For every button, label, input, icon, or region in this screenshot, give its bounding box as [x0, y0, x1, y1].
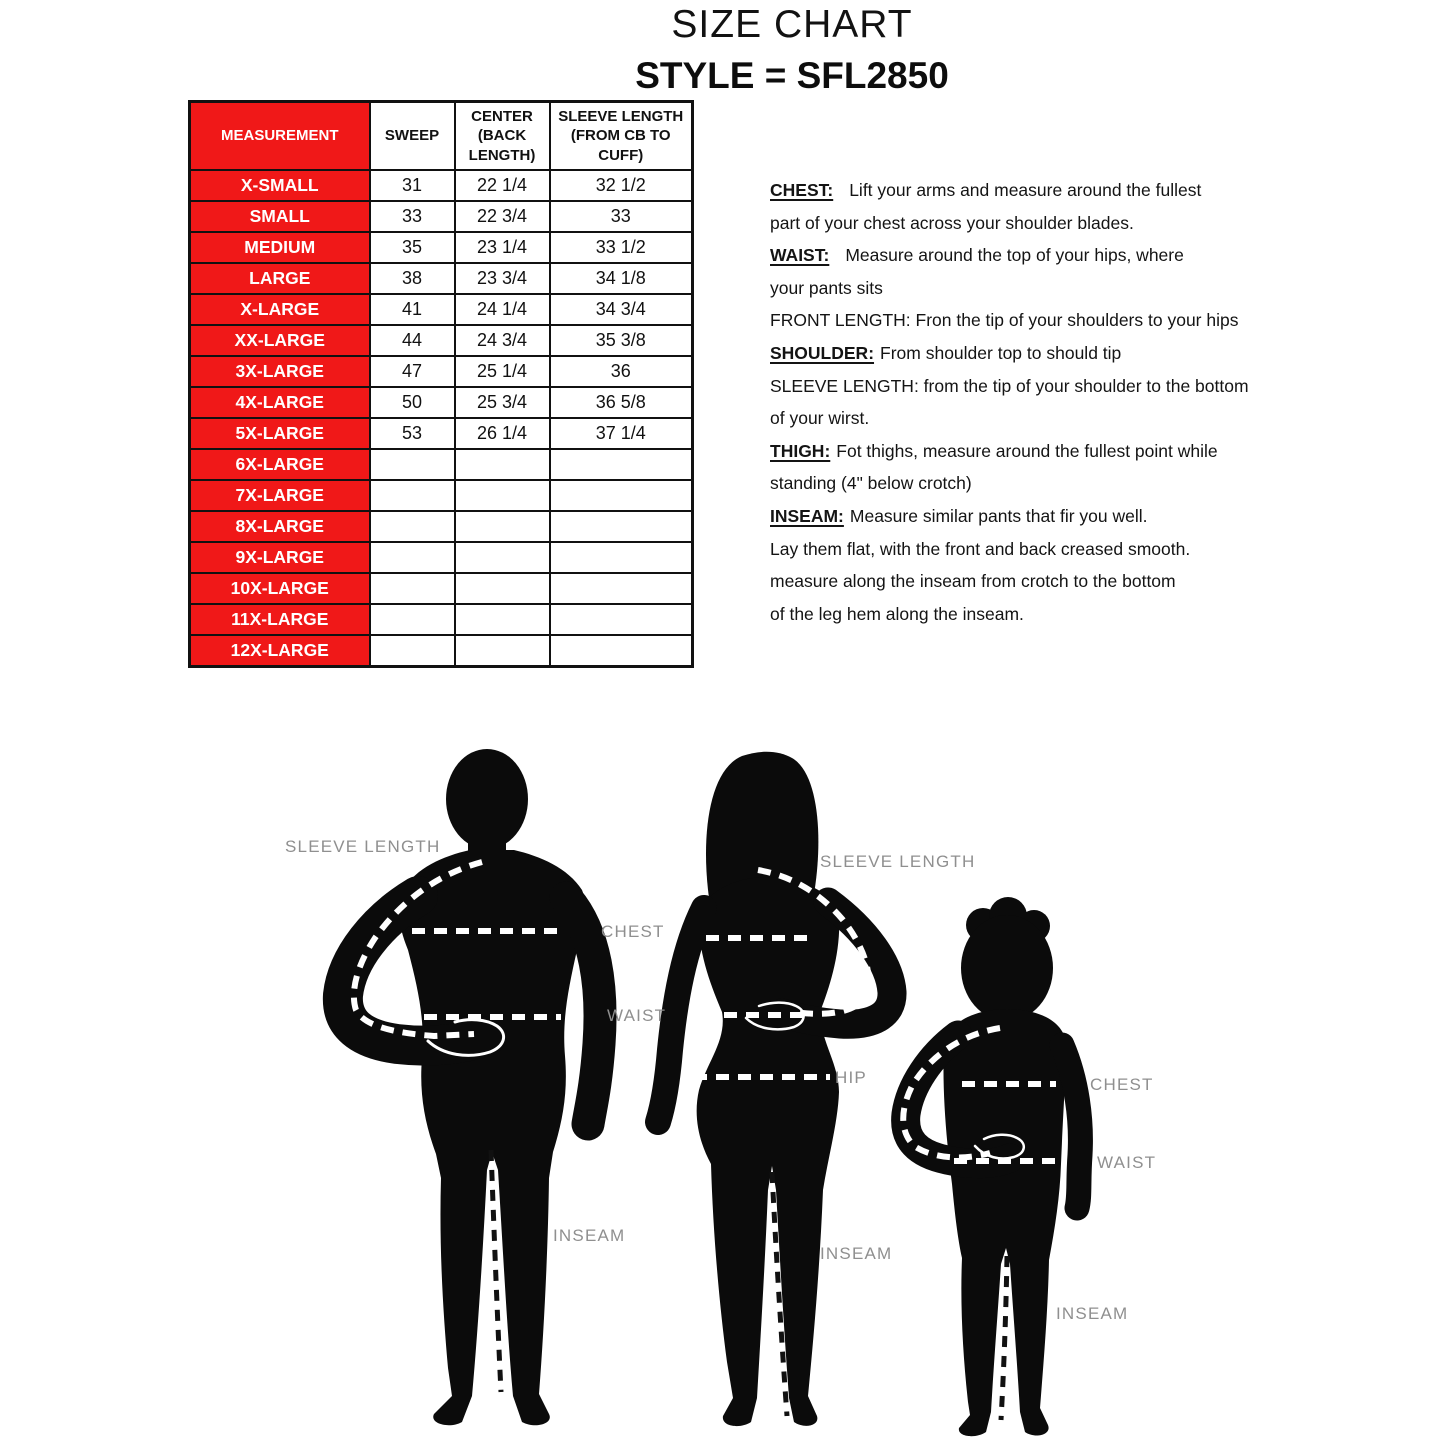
value-cell: 34 3/4 [550, 294, 693, 325]
man-waist-label: WAIST [607, 1006, 667, 1025]
value-cell: 32 1/2 [550, 170, 693, 201]
instruction-text: your pants sits [770, 277, 883, 298]
value-cell: 25 1/4 [455, 356, 550, 387]
value-cell: 23 3/4 [455, 263, 550, 294]
value-cell: 47 [370, 356, 455, 387]
instruction-term: CHEST: [770, 180, 834, 200]
man-right-arm [566, 898, 600, 1124]
size-name-cell: 10X-LARGE [190, 573, 370, 604]
instruction-term: THIGH: [770, 440, 831, 461]
size-name-cell: 4X-LARGE [190, 387, 370, 418]
value-cell: 24 3/4 [455, 325, 550, 356]
instruction-text: From shoulder top to should tip [880, 342, 1122, 363]
value-cell: 35 [370, 232, 455, 263]
value-cell: 22 3/4 [455, 201, 550, 232]
size-name-cell: 8X-LARGE [190, 511, 370, 542]
value-cell: 36 5/8 [550, 387, 693, 418]
value-cell: 23 1/4 [455, 232, 550, 263]
instruction-text: Measure similar pants that fir you well. [849, 505, 1148, 526]
woman-hip-label: HIP [835, 1068, 867, 1087]
size-name-cell: X-LARGE [190, 294, 370, 325]
size-name-cell: 3X-LARGE [190, 356, 370, 387]
instruction-text: Measure around the top of your hips, where [845, 245, 1184, 266]
size-name-cell: 6X-LARGE [190, 449, 370, 480]
value-cell: 41 [370, 294, 455, 325]
child-inseam-line [1001, 1256, 1007, 1420]
value-cell: 37 1/4 [550, 418, 693, 449]
value-cell: 33 [370, 201, 455, 232]
header-column: SLEEVE LENGTH (FROM CB TO CUFF) [550, 102, 693, 171]
woman-sleeve-length-label: SLEEVE LENGTH [820, 852, 976, 871]
value-cell: 26 1/4 [455, 418, 550, 449]
instruction-text: Lift your arms and measure around the fullest [849, 180, 1202, 200]
value-cell: 34 1/8 [550, 263, 693, 294]
size-name-cell: 12X-LARGE [190, 635, 370, 667]
instruction-text: standing (4" below crotch) [770, 473, 972, 494]
value-cell: 33 [550, 201, 693, 232]
instruction-text: part of your chest across your shoulder blades. [770, 212, 1134, 233]
value-cell: 35 3/8 [550, 325, 693, 356]
value-cell: 25 3/4 [455, 387, 550, 418]
man-inseam-label: INSEAM [553, 1226, 626, 1245]
child-chest-label: CHEST [1090, 1075, 1154, 1094]
man-sleeve-length-label: SLEEVE LENGTH [285, 837, 441, 856]
size-name-cell: X-SMALL [190, 170, 370, 201]
header-measurement: MEASUREMENT [190, 102, 370, 171]
value-cell: 31 [370, 170, 455, 201]
value-cell: 38 [370, 263, 455, 294]
child-silhouette [903, 897, 1080, 1436]
instruction-text: FRONT LENGTH: Fron the tip of your shoulders to your hips [770, 310, 1239, 331]
child-inseam-label: INSEAM [1056, 1304, 1129, 1323]
size-name-cell: XX-LARGE [190, 325, 370, 356]
instruction-text: Lay them flat, with the front and back creased smooth. [770, 538, 1191, 559]
instruction-text: measure along the inseam from crotch to the bottom [770, 571, 1176, 592]
instruction-text: SLEEVE LENGTH: from the tip of your shoulder to the bottom [770, 375, 1249, 396]
value-cell: 22 1/4 [455, 170, 550, 201]
size-name-cell: 5X-LARGE [190, 418, 370, 449]
instruction-text: of your wirst. [770, 408, 870, 429]
size-name-cell: 11X-LARGE [190, 604, 370, 635]
value-cell: 24 1/4 [455, 294, 550, 325]
header-column: CENTER (BACK LENGTH) [455, 102, 550, 171]
size-name-cell: LARGE [190, 263, 370, 294]
instruction-text: Fot thighs, measure around the fullest point while [836, 440, 1218, 461]
value-cell: 33 1/2 [550, 232, 693, 263]
size-name-cell: SMALL [190, 201, 370, 232]
value-cell: 53 [370, 418, 455, 449]
instruction-term: WAIST: [770, 245, 830, 266]
woman-inseam-label: INSEAM [820, 1244, 893, 1263]
value-cell: 36 [550, 356, 693, 387]
instruction-term: SHOULDER: [770, 342, 875, 363]
man-chest-label: CHEST [601, 922, 665, 941]
child-waist-label: WAIST [1097, 1153, 1157, 1172]
value-cell: 50 [370, 387, 455, 418]
page-title: SIZE CHART [671, 3, 913, 46]
instruction-text: of the leg hem along the inseam. [770, 603, 1024, 624]
size-name-cell: 9X-LARGE [190, 542, 370, 573]
size-name-cell: 7X-LARGE [190, 480, 370, 511]
style-code: STYLE = SFL2850 [635, 55, 949, 96]
instruction-term: INSEAM: [770, 505, 844, 526]
child-right-arm [1062, 1045, 1080, 1208]
size-name-cell: MEDIUM [190, 232, 370, 263]
value-cell: 44 [370, 325, 455, 356]
header-column: SWEEP [370, 102, 455, 171]
